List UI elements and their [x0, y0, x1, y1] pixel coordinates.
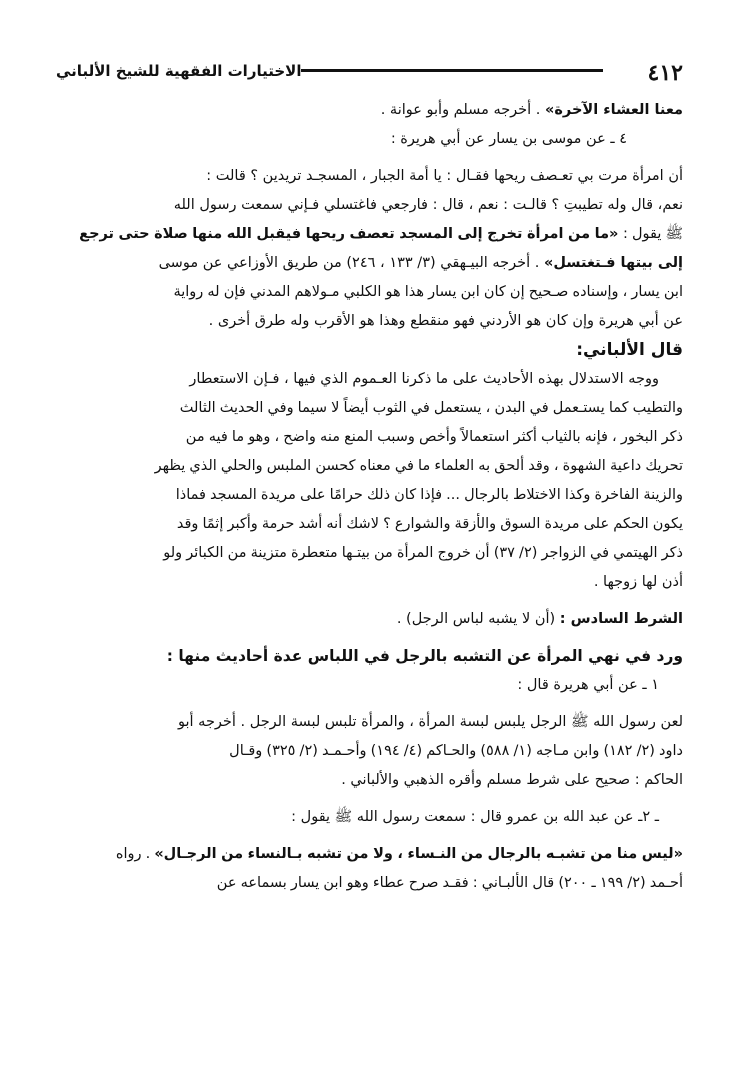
hadith-quote: «ما من امرأة تخرج إلى المسجد تعصف ريحها فيقبل الله منها صلاة حتى ترجع — [79, 226, 623, 242]
text-line: ذكر البخور ، فإنه بالثياب أكثر استعمالاً وأخص وسبب المنع منه واضح ، وهو ما فيه من — [185, 429, 683, 445]
text-line: الحاكم : صحيح على شرط مسلم وأقره الذهبي والألباني . — [341, 772, 683, 788]
condition-label: الشرط السادس : — [559, 611, 683, 627]
text-line — [56, 249, 683, 278]
text-line: أذن لها زوجها . — [593, 574, 683, 590]
text-line: والزينة الفاخرة وكذا الاختلاط بالرجال ... فإذا كان ذلك حرامًا على مريدة المسجد فماذا — [175, 487, 683, 503]
hadith-quote: إلى بيتها فـتغتسل» — [543, 255, 683, 271]
page-header — [56, 58, 683, 92]
hadith-intro: ١ ـ عن أبي هريرة قال : — [517, 677, 659, 693]
hadith-intro: ٤ ـ عن موسى بن يسار عن أبي هريرة : — [390, 131, 627, 147]
header-rule — [301, 69, 603, 72]
text-span: ﷺ يقول : — [622, 226, 683, 242]
section-heading: ورد في نهي المرأة عن التشبه بالرجل في اللباس عدة أحاديث منها : — [166, 647, 683, 665]
hadith-quote: «ليس منا من تشبـه بالرجال من النـساء ، ولا من تشبه بـالنساء من الرجـال» — [154, 846, 683, 862]
running-title: الاختيارات الفقهية للشيخ الألباني — [56, 62, 302, 80]
page-number: ٤١٢ — [647, 60, 683, 86]
condition-line — [56, 605, 683, 634]
text-line: أحـمد (٢/ ١٩٩ ـ ٢٠٠) قال الألبـاني : فقـد صرح عطاء وهو ابن يسار بسماعه عن — [216, 875, 683, 891]
text-span: . رواه — [115, 846, 155, 862]
text-line — [56, 840, 683, 869]
text-line: ووجه الاستدلال بهذه الأحاديث على ما ذكرنا العـموم الذي فيها ، فـإن الاستعطار — [189, 371, 659, 387]
text-line: نعم، قال وله تطيبتِ ؟ قالـت : نعم ، قال : فارجعي فاغتسلي فـإني سمعت رسول الله — [173, 197, 683, 213]
text-line: والتطيب كما يستـعمل في البدن ، يستعمل في الثوب أيضاً لا سيما وفي الحديث الثالث — [179, 400, 683, 416]
text-line: تحريك داعية الشهوة ، وقد ألحق به العلماء ما في معناه كحسن الملبس والحلي الذي يظهر — [154, 458, 683, 474]
text-line: عن أبي هريرة وإن كان هو الأردني فهو منقطع وهذا هو الأقرب وله طرق أخرى . — [208, 313, 683, 329]
text-line: يكون الحكم على مريدة السوق والأزقة والشوارع ؟ لاشك أنه أشد حرمة وأكبر إثمًا وقد — [176, 516, 683, 532]
text-line — [56, 220, 683, 249]
page-body — [56, 96, 683, 898]
text-line: أن امرأة مرت بي تعـصف ريحها فقـال : يا أمة الجبار ، المسجـد تريدين ؟ قالت : — [206, 168, 683, 184]
text-line: ابن يسار ، وإسناده صـحيح إن كان ابن يسار هذا هو الكلبي مـولاهم المدني فإن له رواية — [173, 284, 683, 300]
hadith-intro: ـ ٢ـ عن عبد الله بن عمرو قال : سمعت رسول الله ﷺ يقول : — [291, 809, 659, 825]
hadith-quote: معنا العشاء الآخرة» — [545, 102, 683, 118]
text-span: (أن لا يشبه لباس الرجل) . — [396, 611, 560, 627]
text-line — [56, 96, 683, 125]
text-line: لعن رسول الله ﷺ الرجل يلبس لبسة المرأة ، والمرأة تلبس لبسة الرجل . أخرجه أبو — [178, 714, 683, 730]
text-line: ذكر الهيتمي في الزواجر (٢/ ٣٧) أن خروج المرأة من بيتـها متعطرة متزينة من الكبائر ولو — [163, 545, 683, 561]
text-span: . أخرجه مسلم وأبو عوانة . — [380, 102, 545, 118]
text-span: . أخرجه البيـهقي (٣/ ١٣٣ ، ٢٤٦) من طريق الأوزاعي عن موسى — [158, 255, 544, 271]
section-heading: قال الألباني: — [576, 340, 683, 360]
text-line: داود (٢/ ١٨٢) وابن مـاجه (١/ ٥٨٨) والحـاكم (٤/ ١٩٤) وأحـمـد (٢/ ٣٢٥) وقـال — [229, 743, 683, 759]
